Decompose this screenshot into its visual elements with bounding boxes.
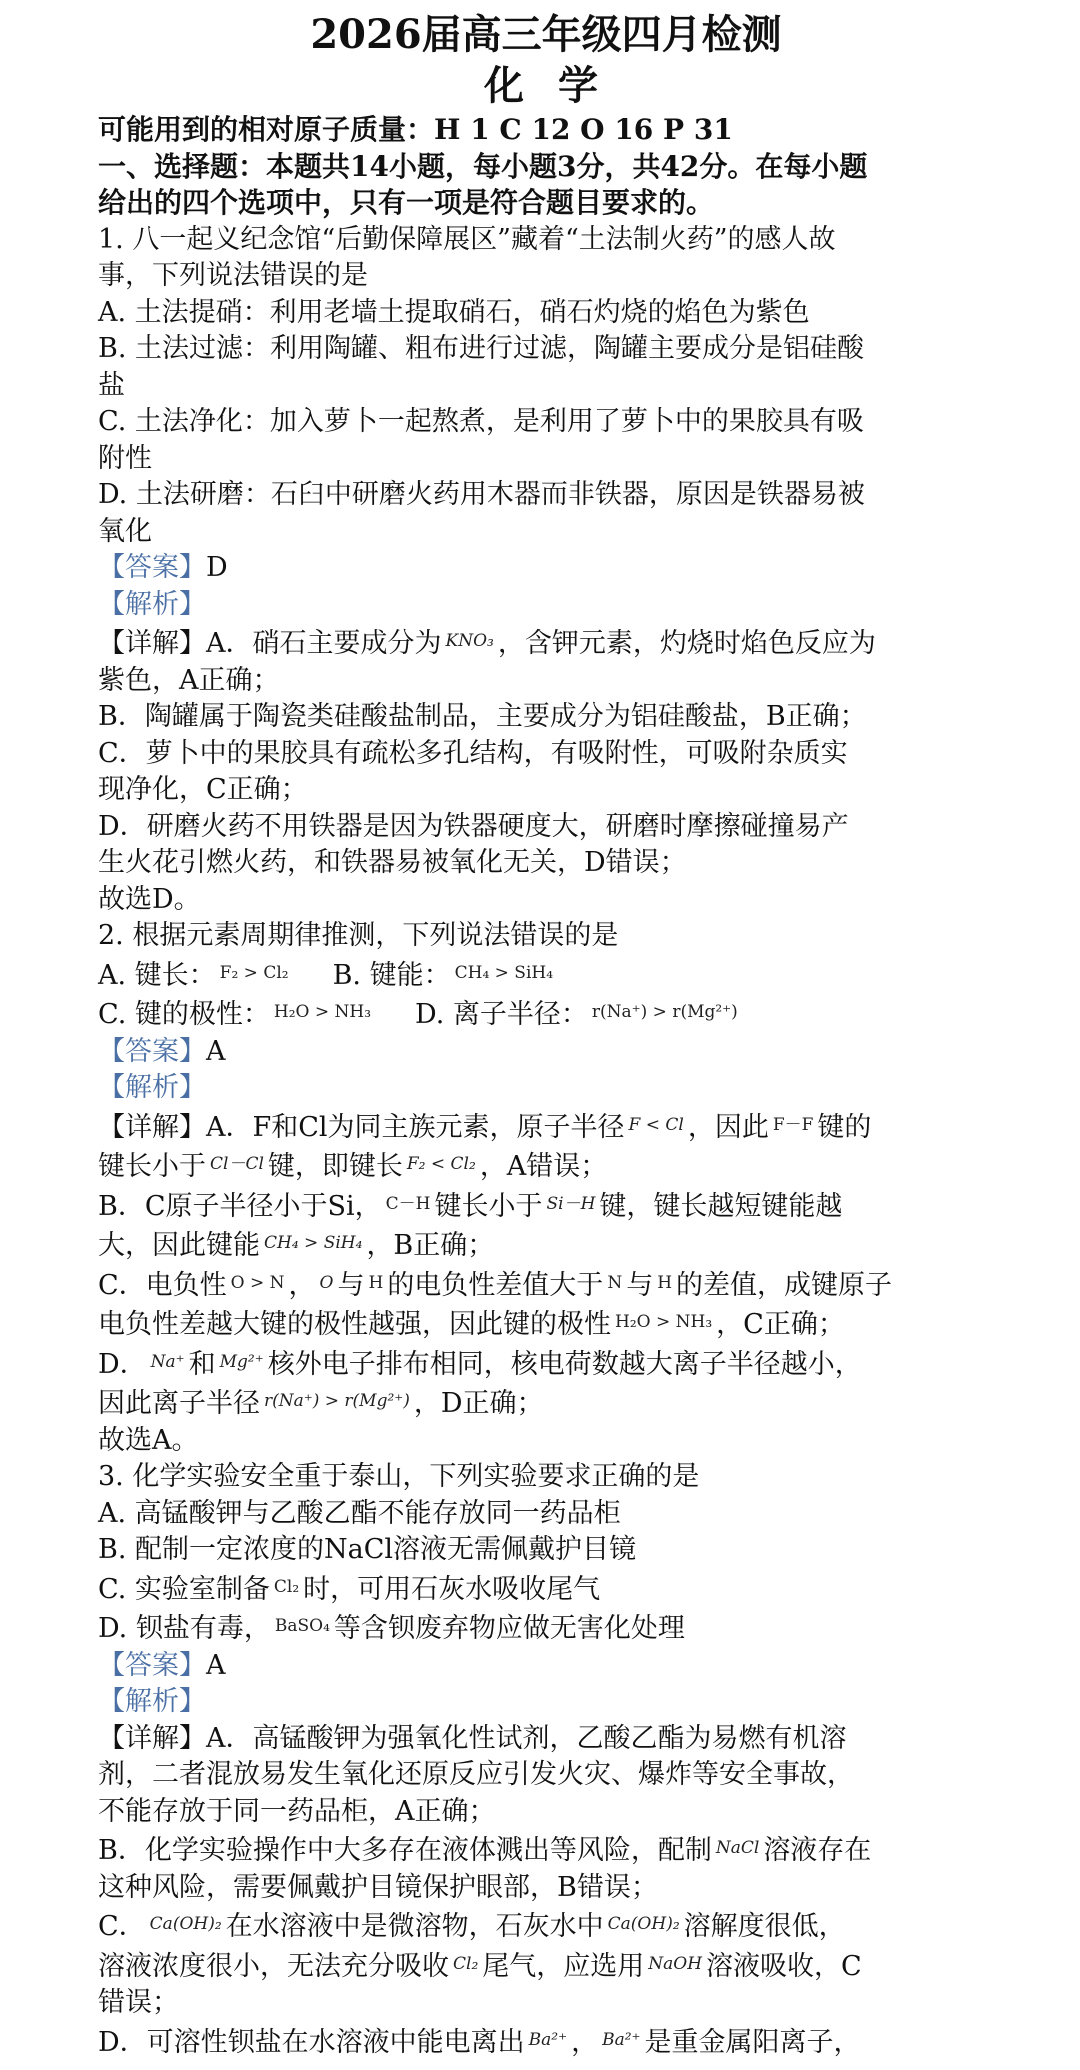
q3-option-a: A. 高锰酸钾与乙酸乙酯不能存放同一药品柜: [98, 1497, 621, 1529]
q1-option-c-2: 附性: [98, 442, 152, 474]
text: 键长小于: [434, 1190, 543, 1222]
formula: F－F: [772, 1114, 814, 1135]
q3-option-c: [98, 1569, 994, 1609]
text: ，B正确；: [366, 1230, 495, 1261]
q2-detail-3: [98, 1186, 994, 1226]
formula: F₂ < Cl₂: [406, 1154, 476, 1174]
q2-option-d: D. 离子半径：: [415, 999, 588, 1030]
q3-option-d: [98, 1608, 994, 1648]
text: 溶液存在: [763, 1835, 872, 1866]
q1-detail-2: 紫色，A正确；: [98, 664, 280, 696]
q3-detail-6: [98, 1906, 994, 1946]
formula: Cl₂: [453, 1953, 479, 1974]
q1-detail-6: D．研磨火药不用铁器是因为铁器硬度大，研磨时摩擦碰撞易产: [98, 810, 849, 842]
q2-detail-9: 故选A。: [98, 1424, 199, 1456]
section-instruction-1: 一、选择题：本题共14小题，每小题3分，共42分。在每小题: [98, 149, 868, 183]
q3-analysis-label: 【解析】: [98, 1686, 206, 1717]
formula: Si－H: [546, 1193, 596, 1214]
q3-detail-2: 剂，二者混放易发生氧化还原反应引发火灾、爆炸等安全事故，: [98, 1759, 854, 1790]
text: ，因此: [687, 1111, 769, 1143]
formula: Ca(OH)₂: [607, 1914, 680, 1934]
q3-answer: A: [206, 1649, 226, 1681]
q2-options-cd: [98, 994, 994, 1034]
formula: Cl₂: [273, 1576, 300, 1597]
text: 等含钡废弃物应做无害化处理: [333, 1613, 685, 1644]
text: 溶液浓度很小，无法充分吸收: [98, 1950, 449, 1982]
formula: r(Na⁺) > r(Mg²⁺): [264, 1391, 410, 1411]
q2-option-b: B. 键能：: [332, 959, 451, 991]
q3-detail-4: [98, 1830, 994, 1870]
q1-option-b-2: 盐: [98, 369, 125, 401]
text: 的差值，成键原子: [676, 1269, 893, 1301]
text: 核外电子排布相同，核电荷数越大离子半径越小，: [267, 1348, 862, 1380]
q2-detail-8: [98, 1383, 994, 1423]
answer-label: 【答案】: [98, 552, 206, 583]
q1-answer-line: [98, 550, 994, 587]
q3-detail-7: [98, 1946, 994, 1986]
text: D．可溶性钡盐在水溶液中能电离出: [98, 2026, 525, 2058]
q2-answer-line: [98, 1034, 994, 1071]
formula: F < Cl: [628, 1114, 684, 1135]
text: 电负性差越大键的极性越强，因此键的极性: [98, 1309, 611, 1340]
q1-detail-8: 故选D。: [98, 883, 201, 915]
formula: KNO₃: [445, 631, 494, 651]
formula: BaSO₄: [274, 1616, 330, 1636]
section-instruction-2: 给出的四个选项中，只有一项是符合题目要求的。: [98, 186, 715, 219]
q1-answer: D: [206, 552, 228, 583]
formula: Ca(OH)₂: [149, 1914, 222, 1934]
formula: N: [607, 1272, 623, 1293]
text: ，A错误；: [479, 1151, 608, 1182]
text: 是重金属阳离子，: [644, 2026, 861, 2058]
q3-detail-8: 错误；: [98, 1987, 179, 2018]
text: 和: [188, 1348, 216, 1380]
text: D. 钡盐有毒，: [98, 1613, 271, 1644]
q1-detail-1: [98, 623, 994, 663]
q2-detail-6: [98, 1304, 994, 1344]
exam-title: 2026届高三年级四月检测: [310, 11, 782, 58]
q3-option-b: B. 配制一定浓度的NaCl溶液无需佩戴护目镜: [98, 1534, 637, 1565]
text: 【详解】A．硝石主要成分为: [98, 628, 442, 659]
atomic-masses: 可能用到的相对原子质量：H 1 C 12 O 16 P 31: [98, 113, 733, 146]
formula: NaCl: [715, 1838, 760, 1858]
text: 键，键长越短键能越: [599, 1190, 843, 1222]
text: C．: [98, 1911, 146, 1942]
question-2: [98, 918, 994, 1459]
q1-stem-1: 1. 八一起义纪念馆“后勤保障展区”藏着“土法制火药”的感人故: [98, 223, 836, 255]
q1-detail-4: C．萝卜中的果胶具有疏松多孔结构，有吸附性，可吸附杂质实: [98, 737, 848, 769]
q1-option-d-2: 氧化: [98, 515, 152, 547]
question-1: [98, 222, 994, 919]
formula: CH₄ > SiH₄: [264, 1233, 363, 1253]
question-3: [98, 1459, 994, 2061]
text: 溶液吸收，C: [706, 1950, 862, 1982]
formula: H₂O > NH₃: [615, 1312, 713, 1332]
text: 【详解】A．F和Cl为同主族元素，原子半径: [98, 1111, 625, 1143]
q1-option-a: A. 土法提硝：利用老墙土提取硝石，硝石灼烧的焰色为紫色: [98, 296, 810, 328]
text: ，: [288, 1269, 316, 1301]
text: 与: [337, 1269, 365, 1301]
q1-detail-7: 生火花引燃火药，和铁器易被氧化无关，D错误；: [98, 847, 687, 878]
formula: O: [319, 1272, 334, 1293]
formula: Ba²⁺: [528, 2029, 568, 2050]
formula: H: [657, 1272, 673, 1293]
text: C．电负性: [98, 1269, 227, 1301]
text: 与: [626, 1269, 654, 1301]
q3-detail-5: 这种风险，需要佩戴护目镜保护眼部，B错误；: [98, 1871, 658, 1903]
text: 的电负性差值大于: [387, 1269, 604, 1301]
text: 在水溶液中是微溶物，石灰水中: [225, 1911, 604, 1942]
q1-stem-2: 事，下列说法错误的是: [98, 260, 368, 291]
text: 大，因此键能: [98, 1230, 260, 1261]
formula: C－H: [385, 1193, 431, 1214]
subject-title: 化 学: [484, 62, 608, 109]
q2-detail-4: [98, 1225, 994, 1265]
q2-stem: 2. 根据元素周期律推测，下列说法错误的是: [98, 920, 619, 951]
q2-options-ab: [98, 955, 994, 995]
text: 键，即键长: [267, 1151, 403, 1182]
q1-detail-3: B．陶罐属于陶瓷类硅酸盐制品，主要成分为铝硅酸盐，B正确；: [98, 701, 867, 732]
text: D．: [98, 1348, 147, 1380]
formula: H₂O > NH₃: [273, 1002, 372, 1022]
text: B．C原子半径小于Si，: [98, 1190, 382, 1222]
text: 时，可用石灰水吸收尾气: [303, 1573, 601, 1605]
text: 尾气，应选用: [482, 1950, 645, 1982]
q2-detail-5: [98, 1265, 994, 1305]
text: ，C正确；: [716, 1309, 845, 1340]
q1-analysis-label: 【解析】: [98, 588, 206, 620]
text: 因此离子半径: [98, 1388, 260, 1419]
formula: r(Na⁺) > r(Mg²⁺): [591, 1002, 738, 1022]
formula: CH₄ > SiH₄: [454, 962, 554, 983]
q3-detail-1: 【详解】A．高锰酸钾为强氧化性试剂，乙酸乙酯为易燃有机溶: [98, 1722, 847, 1754]
q1-detail-5: 现净化，C正确；: [98, 774, 308, 805]
text: ，含钾元素，灼烧时焰色反应为: [497, 628, 876, 659]
q2-detail-1: [98, 1107, 994, 1147]
text: B．化学实验操作中大多存在液体溅出等风险，配制: [98, 1835, 712, 1866]
formula: Ba²⁺: [602, 2029, 641, 2050]
text: 键的: [817, 1111, 872, 1143]
formula: Na⁺: [150, 1351, 185, 1372]
text: 溶解度很低，: [683, 1911, 846, 1942]
answer-label: 【答案】: [98, 1649, 206, 1681]
q1-option-b-1: B. 土法过滤：利用陶罐、粗布进行过滤，陶罐主要成分是铝硅酸: [98, 333, 865, 364]
q1-option-c-1: C. 土法净化：加入萝卜一起熬煮，是利用了萝卜中的果胶具有吸: [98, 406, 864, 437]
formula: H: [368, 1272, 384, 1293]
text: ，D正确；: [413, 1388, 544, 1419]
q2-detail-2: [98, 1146, 994, 1186]
text: C. 实验室制备: [98, 1573, 270, 1605]
q2-analysis-label: 【解析】: [98, 1072, 206, 1103]
formula: O > N: [230, 1272, 285, 1293]
q2-detail-7: [98, 1344, 994, 1384]
q2-answer: A: [206, 1035, 226, 1067]
q1-option-d-1: D. 土法研磨：石臼中研磨火药用木器而非铁器，原因是铁器易被: [98, 479, 865, 510]
formula: NaOH: [648, 1953, 703, 1974]
q3-stem: 3. 化学实验安全重于泰山，下列实验要求正确的是: [98, 1461, 700, 1492]
formula: Mg²⁺: [219, 1351, 264, 1372]
formula: Cl－Cl: [210, 1154, 264, 1174]
q2-option-c: C. 键的极性：: [98, 999, 270, 1030]
text: 键长小于: [98, 1151, 206, 1182]
q3-detail-3: 不能存放于同一药品柜，A正确；: [98, 1795, 496, 1827]
q3-answer-line: [98, 1648, 994, 1685]
q3-detail-9: [98, 2022, 994, 2062]
q2-option-a: A. 键长：: [98, 959, 216, 991]
answer-label: 【答案】: [98, 1035, 206, 1067]
text: ，: [571, 2026, 599, 2058]
formula: F₂ > Cl₂: [219, 962, 289, 983]
